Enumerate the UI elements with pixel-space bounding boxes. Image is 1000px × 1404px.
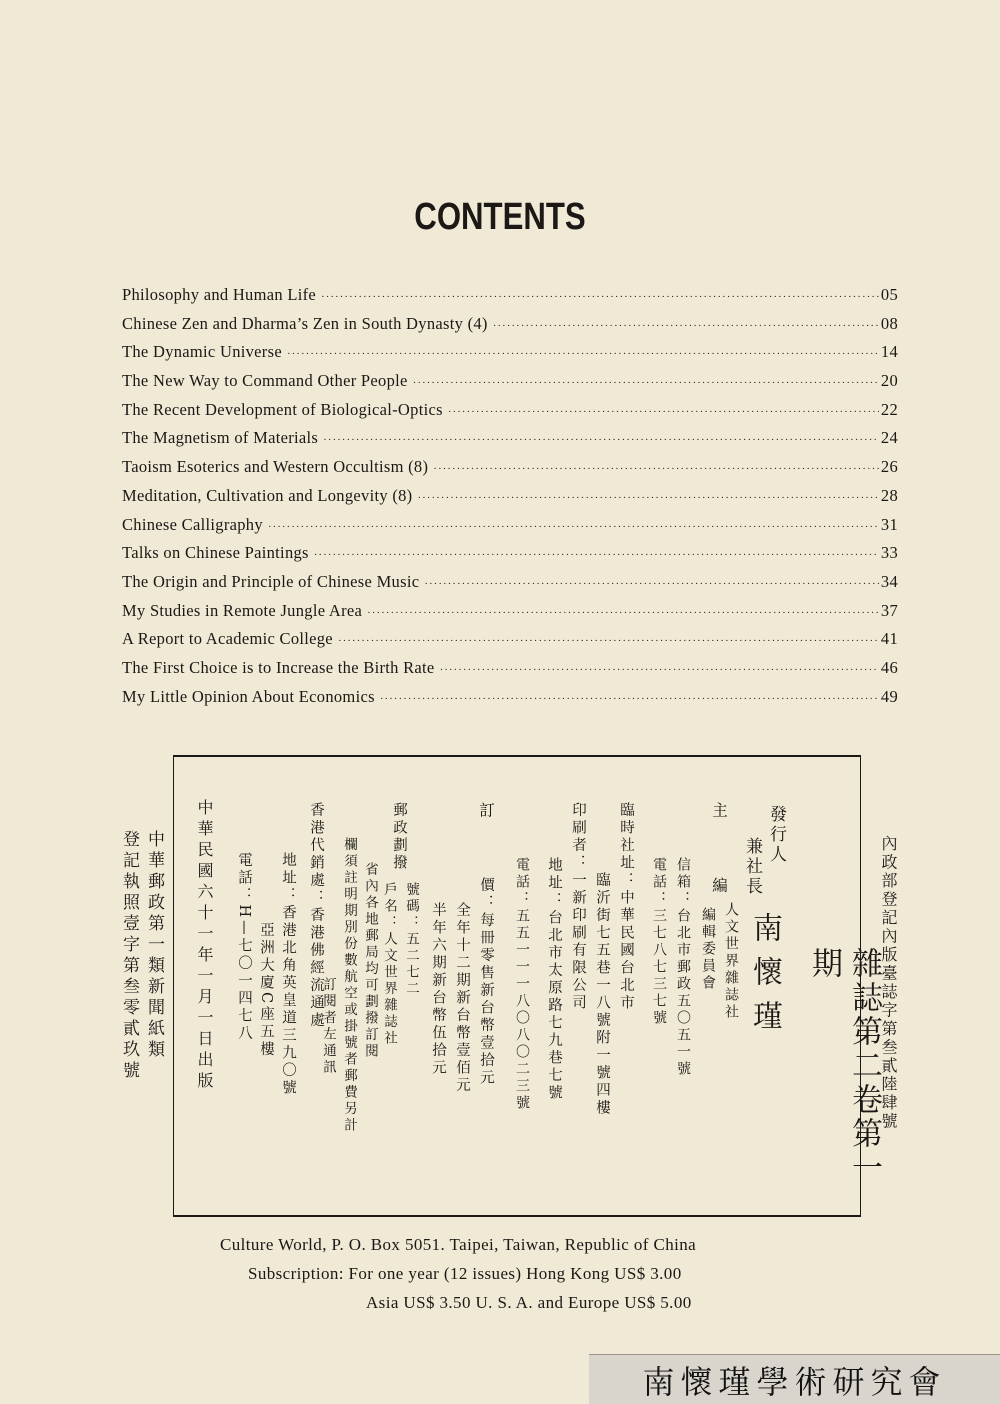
toc-leader-dots (314, 549, 879, 561)
toc-leader-dots (493, 320, 879, 332)
footer-subscription: Subscription: For one year (12 issues) Hong Kong US$ 3.00 (248, 1264, 682, 1283)
account-number: 號碼：五二七二 (403, 882, 419, 998)
toc-entry (122, 629, 898, 658)
toc-leader-dots (287, 348, 879, 360)
toc-entry-page: 14 (880, 342, 898, 362)
toc-entry-page: 37 (880, 600, 898, 620)
ministry-registration-note: 內政部登記內版臺誌字第叁貳陸肆號 (879, 835, 898, 1131)
toc-entry-title: The Recent Development of Biological-Optics (122, 399, 443, 419)
mailbox: 信箱：台北市郵政五〇五一號 (675, 857, 691, 1078)
toc-entry-page: 41 (880, 629, 898, 649)
price-single: 價：每冊零售新台幣壹拾元 (478, 877, 494, 1087)
toc-entry-title: Talks on Chinese Paintings (122, 543, 309, 563)
postal-label: 郵政劃撥 (391, 802, 407, 872)
toc-entry-title: The Dynamic Universe (122, 342, 282, 362)
toc-entry (122, 687, 898, 716)
printer: 印刷者：一新印刷有限公司 (570, 802, 586, 1012)
hk-phone: 電話：H—七〇一四七八 (236, 852, 252, 1043)
toc-entry (122, 371, 898, 400)
toc-entry-page: 28 (880, 485, 898, 505)
publisher-label (764, 805, 788, 865)
postal-note-1: 省內各地郵局均可劃撥訂閱 (362, 862, 378, 1060)
toc-entry (122, 515, 898, 544)
toc-leader-dots (268, 521, 879, 533)
temp-office: 臨時社址：中華民國台北市 (618, 802, 634, 1012)
toc-leader-dots (323, 434, 879, 446)
toc-entry (122, 486, 898, 515)
toc-entry-page: 05 (880, 285, 898, 304)
printer-address: 地址：台北市太原路七九巷七號 (546, 857, 562, 1102)
toc-entry-title: Taoism Esoterics and Western Occultism (8) (122, 457, 429, 477)
toc-entry-title: The Magnetism of Materials (122, 428, 319, 448)
hk-address-2: 亞洲大廈C座五樓 (258, 922, 274, 1059)
footer-prices: Asia US$ 3.50 U. S. A. and Europe US$ 5.00 (366, 1293, 692, 1312)
hk-agent: 香港代銷處：香港佛經流通處 (308, 802, 324, 1030)
toc-entry-title: Philosophy and Human Life (122, 285, 317, 304)
toc-leader-dots (448, 406, 879, 418)
postal-registration-note (116, 830, 166, 1082)
imprint-box (173, 755, 882, 1217)
toc-entry-page: 08 (880, 313, 898, 333)
toc-leader-dots (440, 664, 879, 676)
toc-leader-dots (424, 578, 879, 590)
toc-entry-title: The Origin and Principle of Chinese Music (122, 571, 420, 591)
toc-entry-title: The New Way to Command Other People (122, 371, 408, 391)
toc-entry (122, 285, 898, 314)
editor-line1: 人文世界雜誌社 (723, 902, 739, 1021)
toc-entry (122, 314, 898, 343)
toc-entry (122, 572, 898, 601)
toc-entry-page: 24 (880, 428, 898, 448)
toc-leader-dots (321, 291, 879, 303)
editor-label: 編 (710, 877, 728, 896)
temp-address: 臨沂街七五巷一八號附一號四樓 (594, 872, 610, 1117)
toc-entry-title: Chinese Calligraphy (122, 514, 263, 534)
contents-heading: CONTENTS (414, 196, 586, 238)
price-year: 全年十二期新台幣壹佰元 (454, 902, 470, 1095)
publisher-label-text: 發行人 (766, 805, 786, 865)
toc-entry (122, 342, 898, 371)
postal-note-2: 欄須註明期別份數航空或掛號者郵費另計 (341, 837, 357, 1134)
issue-title: 雜誌第二卷第一期 (806, 947, 882, 1185)
postal-registration-line1: 中華郵政第一類新聞紙類 (144, 830, 164, 1061)
toc-entry-page: 20 (880, 371, 898, 391)
toc-entry-title: A Report to Academic College (122, 629, 333, 649)
toc-entry (122, 543, 898, 572)
toc-entry-page: 22 (880, 399, 898, 419)
toc-leader-dots (367, 607, 879, 619)
price-half: 半年六期新台幣伍拾元 (430, 902, 446, 1077)
toc-entry-page: 26 (880, 457, 898, 477)
toc-leader-dots (417, 492, 878, 504)
toc-entry (122, 601, 898, 630)
toc-leader-dots (433, 463, 879, 475)
publisher-name: 南懷瑾 (747, 912, 782, 1044)
toc-entry-page: 31 (880, 514, 898, 534)
toc-leader-dots (413, 377, 879, 389)
institute-banner: 南懷瑾學術研究會 (589, 1354, 1000, 1404)
toc-entry-page: 34 (880, 571, 898, 591)
toc-leader-dots (380, 693, 879, 705)
printer-phone: 電話：五五一一一八〇八〇二三號 (514, 857, 530, 1112)
account-name: 戶名：人文世界雜誌社 (381, 882, 397, 1047)
toc-entry-page: 33 (880, 543, 898, 563)
toc-entry-title: My Studies in Remote Jungle Area (122, 600, 363, 620)
toc-entry (122, 428, 898, 457)
publication-date: 中華民國六十一年一月一日出版 (195, 799, 214, 1093)
president-label: 兼社長 (742, 837, 762, 897)
phone-1: 電話：三七八七三七號 (651, 857, 667, 1027)
hk-address: 地址：香港北角英皇道三九〇號 (280, 852, 296, 1097)
editor-line2: 編輯委員會 (700, 907, 716, 992)
toc-entry (122, 400, 898, 429)
postal-registration-line2: 登記執照壹字第叁零貳玖號 (119, 830, 139, 1082)
toc-entry-title: Meditation, Cultivation and Longevity (8) (122, 485, 413, 505)
editor-main-label: 主 (710, 802, 728, 821)
toc-entry-title: My Little Opinion About Economics (122, 686, 375, 706)
toc-entry-page: 49 (880, 686, 898, 706)
subscription-label: 訂 (477, 802, 495, 821)
toc-entry-page: 46 (880, 657, 898, 677)
toc-entry-title: Chinese Zen and Dharma’s Zen in South Dynasty (4) (122, 313, 488, 333)
toc-entry-title: The First Choice is to Increase the Birth Rate (122, 657, 435, 677)
postal-note-3: 訂閱者左通訊 (320, 977, 336, 1076)
footer-address: Culture World, P. O. Box 5051. Taipei, Taiwan, Republic of China (220, 1235, 697, 1254)
toc-entry (122, 457, 898, 486)
toc-leader-dots (338, 635, 879, 647)
table-of-contents (122, 285, 898, 715)
toc-entry (122, 658, 898, 687)
